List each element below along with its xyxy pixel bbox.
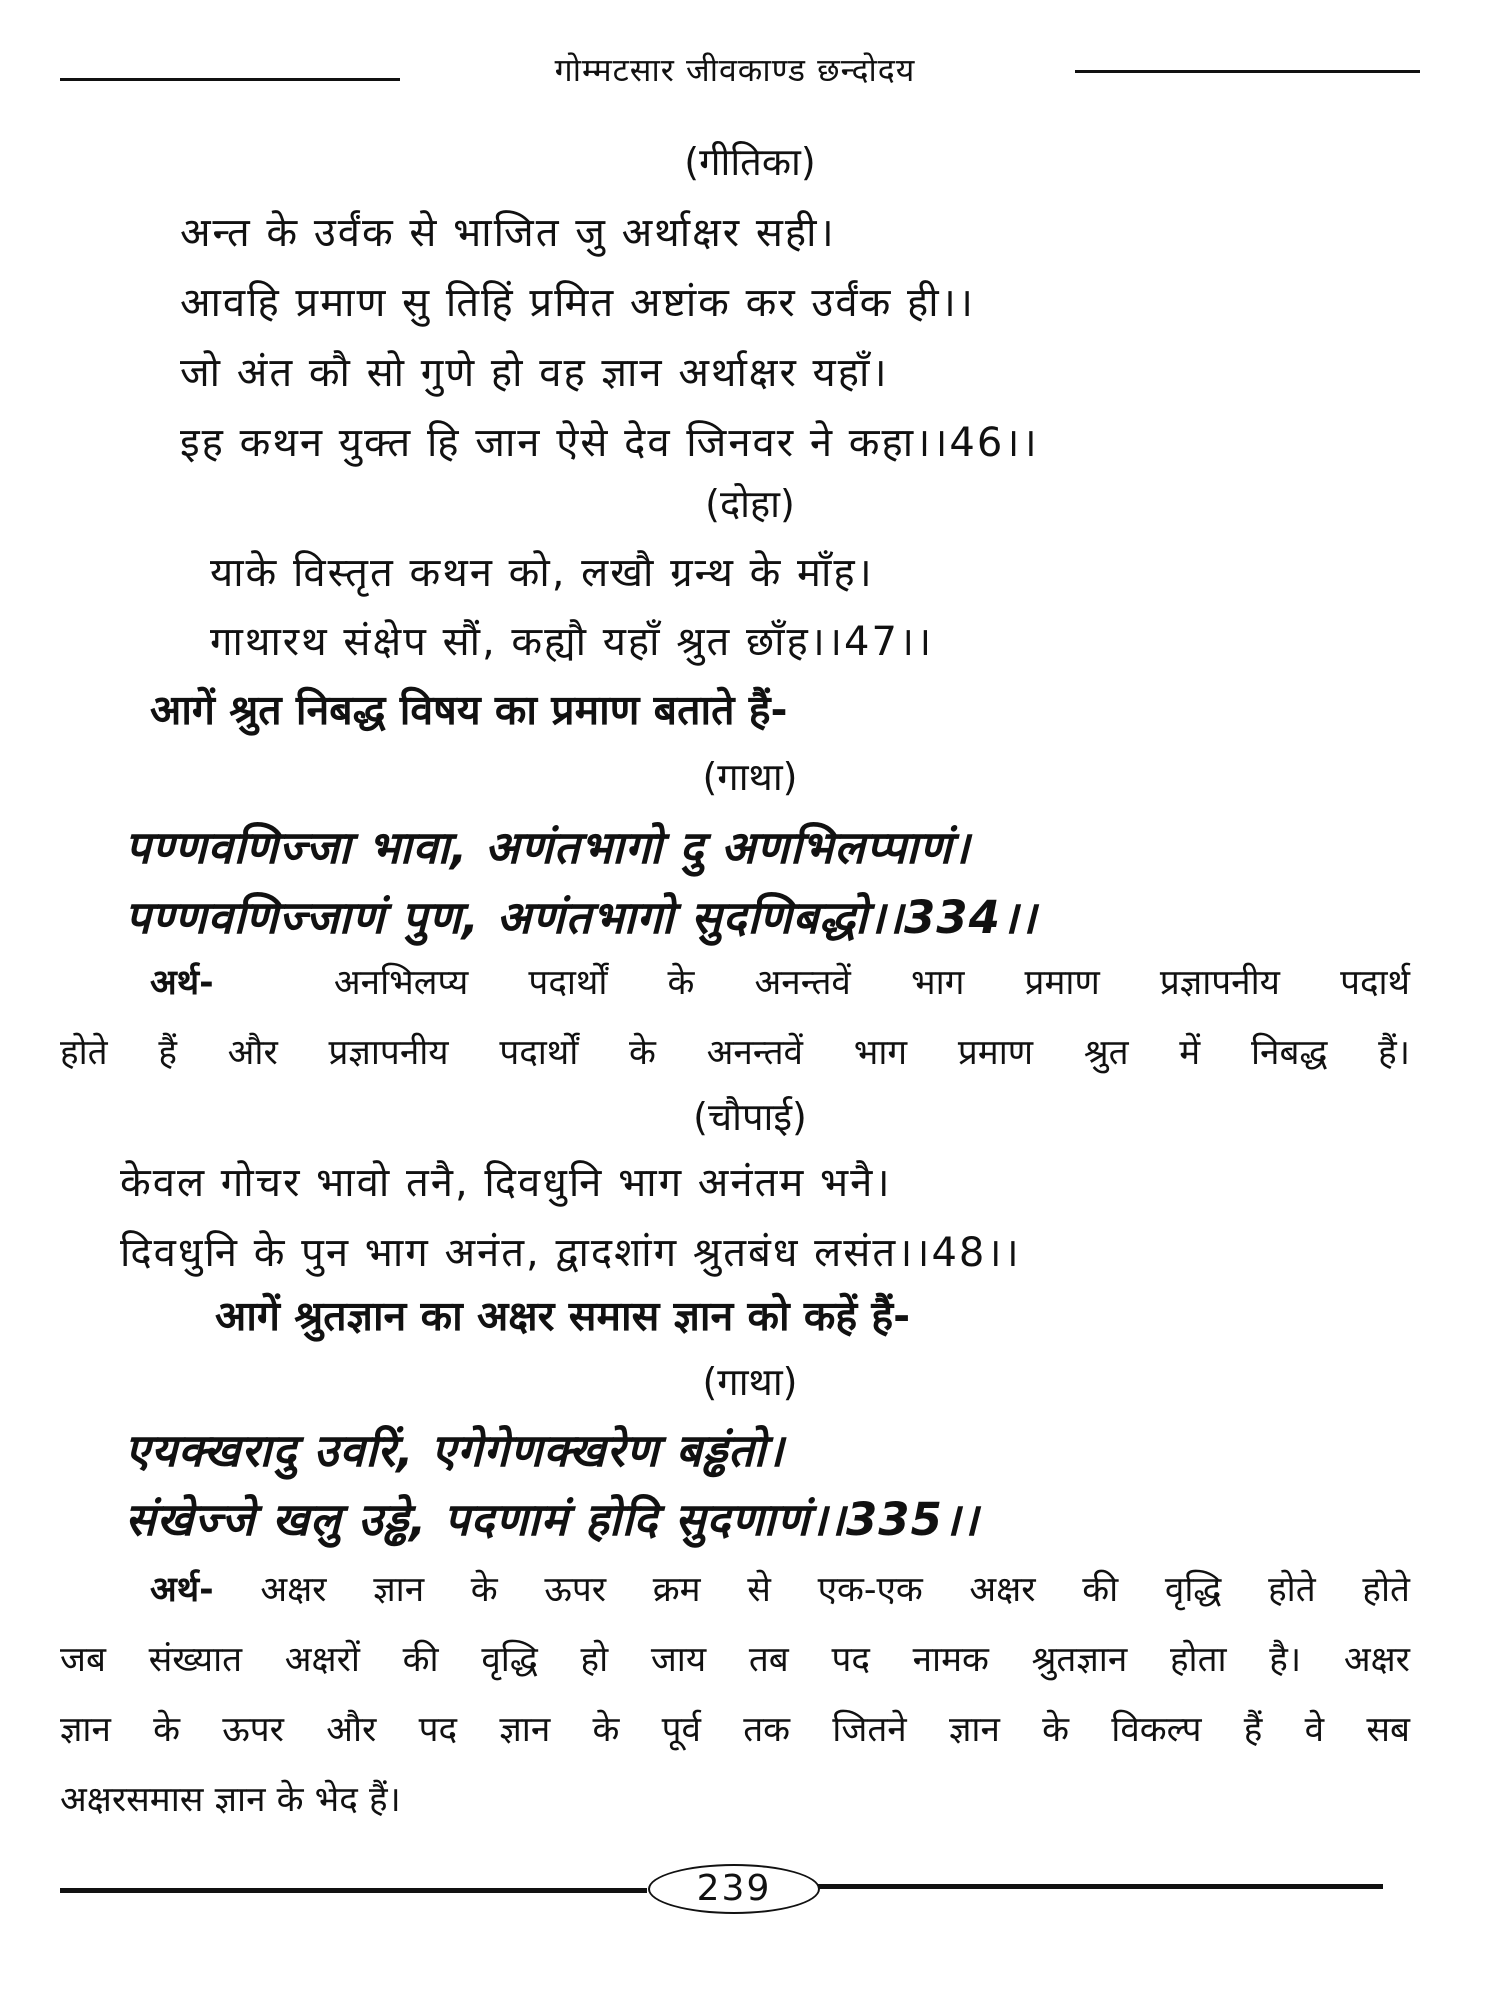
gatha2-label: (गाथा): [702, 1360, 798, 1404]
gatha1-line-2: पण्णवणिज्जाणं पुण, अणंतभागो सुदणिबद्धो।।334।।: [125, 891, 1037, 944]
header-rule-right: [1075, 70, 1420, 73]
gatha1-label: (गाथा): [702, 755, 798, 799]
artha1-line-2: होते हैं और प्रज्ञापनीय पदार्थों के अनन्तवें भाग प्रमाण श्रुत में निबद्ध हैं।: [60, 1033, 1410, 1073]
footer-rule-right: [818, 1884, 1383, 1889]
page-footer: [0, 1862, 1500, 1922]
footer-rule-left: [60, 1888, 647, 1893]
artha2-line-3: ज्ञान के ऊपर और पद ज्ञान के पूर्व तक जितने ज्ञान के विकल्प हैं वे सब: [60, 1710, 1410, 1750]
artha2-text: अक्षर ज्ञान के ऊपर क्रम से एक-एक अक्षर की वृद्धि होते होते: [260, 1570, 1410, 1610]
gatha1-line-1: पण्णवणिज्जा भावा, अणंतभागो दु अणभिलप्पाणं।: [125, 821, 971, 874]
doha-line-2: गाथारथ संक्षेप सौं, कह्यौ यहाँ श्रुत छाँह।।47।।: [210, 619, 934, 665]
artha2-line-2: जब संख्यात अक्षरों की वृद्धि हो जाय तब पद नामक श्रुतज्ञान होता है। अक्षर: [60, 1640, 1410, 1680]
chaupai-label: (चौपाई): [693, 1095, 807, 1139]
artha2-line-4: अक्षरसमास ज्ञान के भेद हैं।: [60, 1780, 401, 1820]
artha1-line-1: [150, 963, 1410, 1003]
artha2-line-1: [150, 1570, 1410, 1610]
chaupai-line-2: दिवधुनि के पुन भाग अनंत, द्वादशांग श्रुतबंध लसंत।।48।।: [120, 1230, 1021, 1276]
doha-line-1: याके विस्तृत कथन को, लखौ ग्रन्थ के माँह।: [210, 550, 874, 596]
gitika-line-1: अन्त के उर्वंक से भाजित जु अर्थाक्षर सही।: [180, 210, 836, 256]
gitika-line-4: इह कथन युक्त हि जान ऐसे देव जिनवर ने कहा।।46।।: [180, 420, 1039, 466]
section-heading-2: आगें श्रुतज्ञान का अक्षर समास ज्ञान को कहें हैं-: [215, 1292, 911, 1340]
page-number: 239: [648, 1864, 820, 1914]
gatha2-line-1: एयक्खरादु उवरिं, एगेगेणक्खरेण बड्ढंतो।: [125, 1424, 785, 1477]
artha2-label: अर्थ-: [150, 1570, 214, 1610]
page-header: [0, 48, 1500, 108]
section-heading-1: आगें श्रुत निबद्ध विषय का प्रमाण बताते हैं-: [150, 686, 788, 734]
gatha2-line-2: संखेज्जे खलु उड्ढे, पदणामं होदि सुदणाणं।।335।।: [125, 1493, 980, 1546]
gitika-label: (गीतिका): [684, 140, 816, 184]
header-rule-left: [60, 78, 400, 81]
artha-label: अर्थ-: [150, 963, 214, 1003]
chaupai-line-1: केवल गोचर भावो तनै, दिवधुनि भाग अनंतम भनै।: [120, 1160, 892, 1206]
gitika-line-2: आवहि प्रमाण सु तिहिं प्रमित अष्टांक कर उर्वंक ही।।: [180, 280, 975, 326]
gitika-line-3: जो अंत कौ सो गुणे हो वह ज्ञान अर्थाक्षर यहाँ।: [180, 350, 889, 396]
artha1-text: अनभिलप्य पदार्थों के अनन्तवें भाग प्रमाण प्रज्ञापनीय पदार्थ: [333, 963, 1410, 1003]
book-title: गोम्मटसार जीवकाण्ड छन्दोदय: [554, 51, 916, 89]
doha-label: (दोहा): [705, 482, 795, 526]
